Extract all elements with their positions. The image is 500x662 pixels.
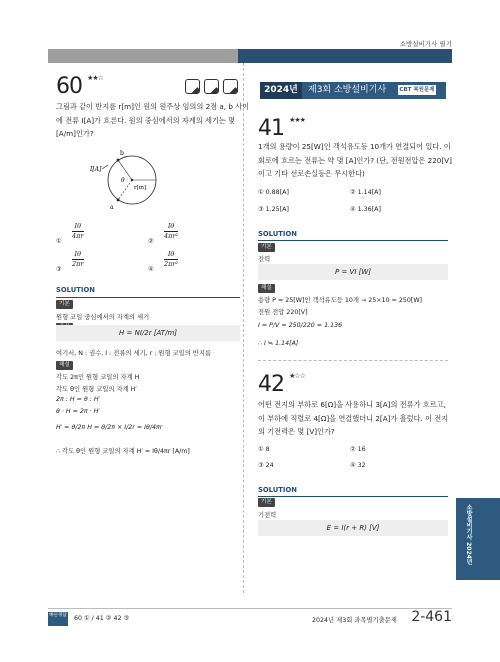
q60-option-3[interactable]: ③ Iθ 2πr [56, 250, 84, 273]
q60-difficulty: ★★☆ [87, 74, 103, 82]
q41-option-3[interactable]: ③ 1.25[A] [258, 206, 289, 213]
q60-question [56, 100, 250, 141]
q41-sol-line-1: 용량 P = 25[W]인 객석유도등 10개 → 25×10 = 250[W] [258, 297, 423, 304]
q60-solution-head: SOLUTION [56, 286, 95, 294]
q42-heading [258, 372, 305, 397]
section-side-tab[interactable]: 소방설비기사 2024년 [456, 498, 500, 580]
q42-concept: 기전력 [258, 512, 277, 519]
q60-where: 여기서, N : 권수, I : 전류의 세기, r : 원형 코일의 반지름 [56, 350, 212, 357]
q60-option-4[interactable]: ④ Iθ 2πr² [148, 250, 179, 273]
q42-option-4[interactable]: ④ 32 [350, 462, 366, 469]
label-current: I[A] [90, 166, 102, 173]
q42-line-3: 의 기전력은 몇 [V]인가? [258, 427, 335, 436]
q60-solution-rule [56, 297, 240, 298]
q41-option-1[interactable]: ① 0.88[A] [258, 189, 289, 196]
q41-question [258, 140, 452, 181]
q60-sol-line-2: 각도 θ인 원형 코일의 자계 H′ [56, 386, 137, 393]
q42-solution-head: SOLUTION [258, 486, 297, 494]
q60-tag-explain: 해설 [56, 361, 73, 370]
q60-line-3: [A/m]인가? [56, 129, 94, 138]
check-box-2[interactable] [204, 79, 219, 94]
header-bar-left [48, 49, 238, 63]
round-title: 제3회 소방설비기사 [302, 82, 446, 99]
q60-heading [56, 74, 103, 99]
q41-tag-basic: 기본 [258, 243, 275, 252]
column-divider [243, 63, 244, 593]
q42-line-1: 어떤 전지의 부하로 6[Ω]을 사용하니 3[A]의 전류가 흐르고, [258, 400, 446, 409]
page-number: 2-461 [411, 609, 452, 625]
q41-option-2[interactable]: ② 1.14[A] [350, 189, 381, 196]
q41-solution-rule [258, 240, 448, 241]
check-box-3[interactable] [223, 79, 238, 94]
q41-concept: 전력 [258, 256, 271, 263]
year-badge: 2024년 [260, 82, 302, 99]
quick-answers: 60 ① / 41 ② 42 ③ [74, 615, 130, 622]
q60-number: 60 [56, 74, 82, 99]
check-box-1[interactable] [185, 79, 200, 94]
q60-option-2[interactable]: ② Iθ 4πr² [148, 222, 179, 245]
q42-formula: E = I(r + R) [V] [258, 520, 448, 536]
cbt-badge: CBT 복원문제 [399, 87, 435, 93]
q60-sol-line-5: H′ = θ/2π H = θ/2π × I/2r = Iθ/4πr [56, 424, 163, 431]
label-b: b [120, 150, 124, 157]
q41-sol-line-3: I = P/V = 250/220 = 1.136 [258, 322, 343, 329]
q60-option-1[interactable]: ① Iθ 4πr [56, 222, 84, 245]
q60-sol-line-6: ∴ 각도 θ인 원형 코일의 자계 H′ = Iθ/4πr [A/m] [56, 448, 190, 455]
q60-options [56, 222, 240, 276]
q41-line-1: 1개의 용량이 25[W]인 객석유도등 10개가 연결되어 있다. 이 [258, 142, 451, 151]
q41-tag-explain: 해설 [258, 284, 275, 293]
q41-option-4[interactable]: ④ 1.36[A] [350, 206, 381, 213]
q60-concept: 원형 코일 중심에서의 자계의 세기 [56, 314, 150, 321]
q41-number: 41 [258, 116, 284, 141]
label-a: a [110, 204, 114, 211]
running-header: 소방설비기사 필기 [399, 40, 452, 48]
q41-sol-line-4: ∴ I ≒ 1.14[A] [258, 340, 299, 347]
q42-solution-rule [258, 496, 448, 497]
q41-solution-head: SOLUTION [258, 230, 297, 238]
footer-rule [48, 608, 452, 609]
label-theta: θ [121, 177, 125, 184]
q42-line-2: 이 부하에 직렬로 4[Ω]을 연결했더니 2[A]가 흘렀다. 이 전지 [258, 413, 449, 423]
q60-tag-basic: 기본 [56, 300, 73, 309]
q41-sol-line-2: 전원 전압 220[V] [258, 309, 308, 316]
q42-option-1[interactable]: ① 8 [258, 446, 270, 453]
q41-difficulty: ★★★ [289, 116, 305, 124]
q41-line-2: 회로에 흐르는 전류는 약 몇 [A]인가? (단, 전원전압은 220[V] [258, 155, 452, 165]
label-radius: r[m] [134, 185, 147, 191]
q60-formula: H = NI/2r [AT/m] [56, 325, 240, 341]
footer-title: 2024년 제3회 과목별기출문제 [312, 617, 397, 624]
q41-line-3: 이고 기타 선로손실등은 무시한다) [258, 169, 365, 178]
q60-line-2: 에 전류 I[A]가 흐른다. 원의 중심에서의 자계의 세기는 몇 [56, 115, 236, 125]
q42-number: 42 [258, 372, 284, 397]
q60-sol-line-4: θ · H = 2π · H′ [56, 408, 100, 415]
q42-difficulty: ★☆☆ [289, 372, 305, 380]
circle-figure [90, 145, 190, 217]
q60-sol-line-3: 2π : H = θ : H′ [56, 396, 101, 403]
header-bar-right [238, 49, 452, 63]
q42-option-2[interactable]: ② 16 [350, 446, 366, 453]
q41-heading [258, 116, 305, 141]
q60-line-1: 그림과 같이 반지름 r[m]인 원의 원주상 임의의 2점 a, b 사이 [56, 102, 250, 111]
q41-divider [258, 360, 448, 361]
q60-sol-line-1: 각도 2π인 원형 코일의 자계 H [56, 374, 140, 381]
quick-answer-badge: 빠른정답 [48, 612, 68, 626]
q42-question [258, 398, 448, 439]
q41-formula: P = VI [W] [258, 264, 448, 280]
q42-tag-basic: 기본 [258, 498, 275, 507]
q42-option-3[interactable]: ③ 24 [258, 462, 274, 469]
